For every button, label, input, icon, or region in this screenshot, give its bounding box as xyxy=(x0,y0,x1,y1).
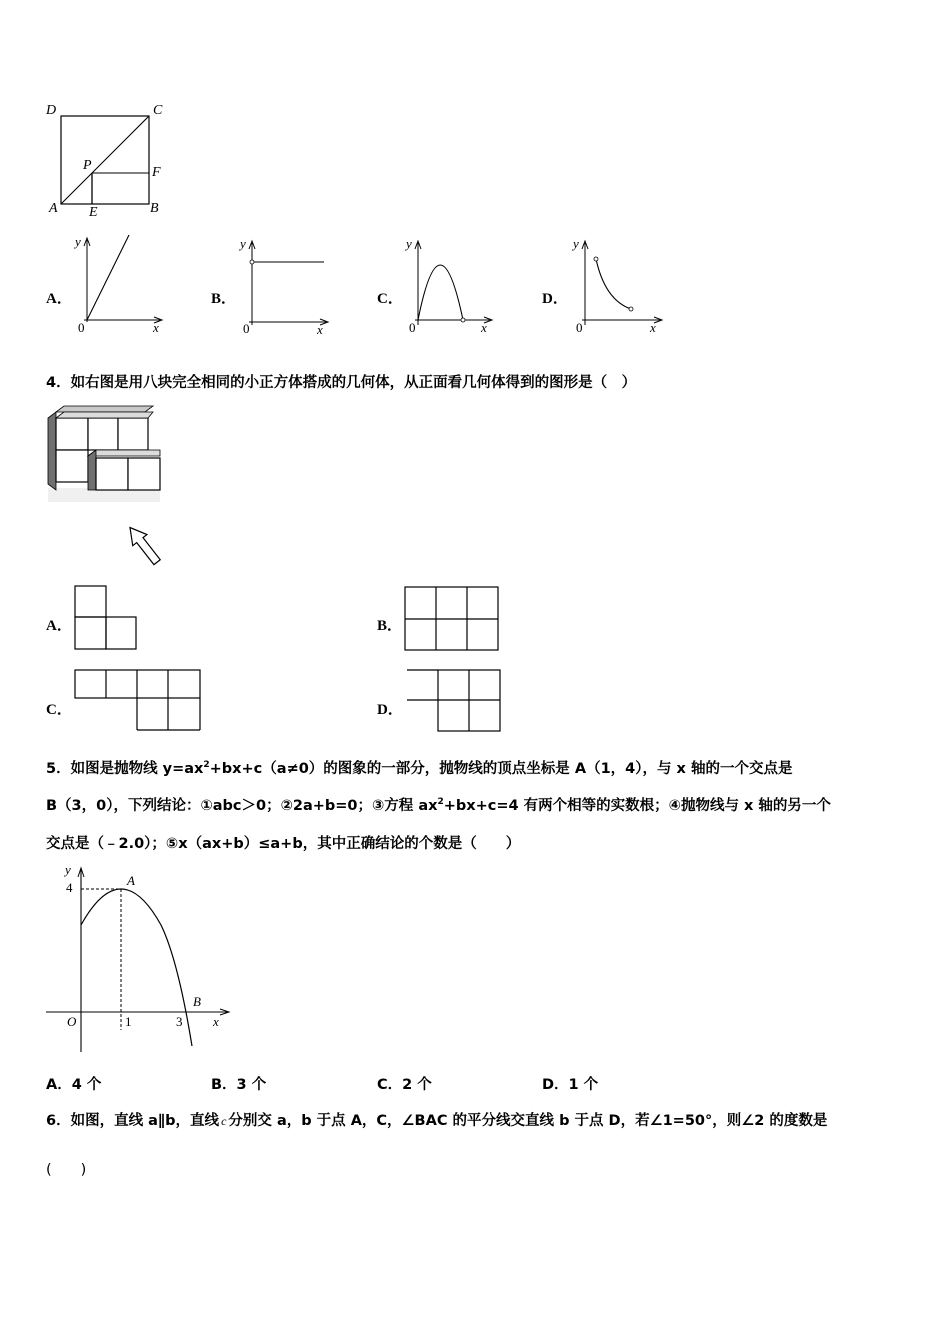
question-4-text: 4．如右图是用八块完全相同的小正方体搭成的几何体，从正面看几何体得到的图形是（ ） xyxy=(46,375,637,391)
q5-option-a[interactable]: A．4 个 xyxy=(46,1077,102,1093)
q5-y-tick-4: 4 xyxy=(66,880,73,895)
question-6-text xyxy=(46,1109,827,1130)
q3-b-x-label: x xyxy=(317,322,323,337)
point-label-a: A xyxy=(49,201,58,216)
q5-option-b[interactable]: B．3 个 xyxy=(211,1077,267,1093)
q3-option-b-label[interactable]: B． xyxy=(211,291,237,307)
q5-root-label: B xyxy=(193,994,201,1009)
q6-italic-c: c xyxy=(221,1114,227,1128)
q5-line2-post: +bx+c=4 有两个相等的实数根；④抛物线与 x 轴的另一个 xyxy=(443,798,831,814)
question-5-line-3: 交点是（﹣2.0）；⑤x（ax+b）≤a+b，其中正确结论的个数是（ ） xyxy=(46,836,521,852)
q5-origin-label: O xyxy=(67,1014,77,1029)
q5-option-c[interactable]: C．2 个 xyxy=(377,1077,432,1093)
q3-b-y-label: y xyxy=(240,236,246,251)
q3-b-origin: 0 xyxy=(243,321,250,336)
q5-line1-pre: 5．如图是抛物线 y=ax xyxy=(46,761,204,777)
point-label-b: B xyxy=(150,201,159,216)
q3-d-origin: 0 xyxy=(576,320,583,335)
q4-option-a-label[interactable]: A． xyxy=(46,618,72,634)
q5-line1-post: +bx+c（a≠0）的图象的一部分，抛物线的顶点坐标是 A（1，4），与 x 轴的一个交点是 xyxy=(209,761,793,777)
point-label-c: C xyxy=(153,103,163,118)
q3-d-y-label: y xyxy=(573,236,579,251)
q3-c-origin: 0 xyxy=(409,320,416,335)
q5-x-tick-1: 1 xyxy=(125,1014,132,1029)
question-6-answer-paren: ( ) xyxy=(46,1162,87,1178)
q4-option-d-label[interactable]: D． xyxy=(377,702,403,718)
q5-line2-pre: B（3，0），下列结论：①abc＞0；②2a+b=0；③方程 ax xyxy=(46,798,438,814)
q3-a-x-label: x xyxy=(153,320,159,335)
q3-a-y-label: y xyxy=(75,234,81,249)
q6-text-pre: 6．如图，直线 a∥b，直线 xyxy=(46,1113,220,1129)
q3-c-x-label: x xyxy=(481,320,487,335)
q4-option-b-label[interactable]: B． xyxy=(377,618,403,634)
q5-vertex-label: A xyxy=(127,873,135,888)
point-label-p: P xyxy=(83,158,92,173)
q5-option-d[interactable]: D．1 个 xyxy=(542,1077,599,1093)
q5-y-axis-label: y xyxy=(65,862,71,877)
q5-line1-sup: 2 xyxy=(203,760,210,770)
q5-x-axis-label: x xyxy=(213,1014,219,1029)
point-label-f: F xyxy=(152,165,161,180)
q3-option-d-label[interactable]: D． xyxy=(542,291,568,307)
q5-x-tick-3: 3 xyxy=(176,1014,183,1029)
q6-text-post: 分别交 a，b 于点 A，C，∠BAC 的平分线交直线 b 于点 D，若∠1=50°，则∠2 的度数是 xyxy=(228,1113,828,1129)
point-label-d: D xyxy=(46,103,57,118)
q3-option-c-label[interactable]: C． xyxy=(377,291,403,307)
q3-a-origin: 0 xyxy=(78,320,85,335)
q4-option-c-label[interactable]: C． xyxy=(46,702,72,718)
q3-c-y-label: y xyxy=(406,236,412,251)
q3-option-a-label[interactable]: A． xyxy=(46,291,72,307)
q3-d-x-label: x xyxy=(650,320,656,335)
q5-line2-sup: 2 xyxy=(437,797,444,807)
point-label-e: E xyxy=(89,205,98,220)
